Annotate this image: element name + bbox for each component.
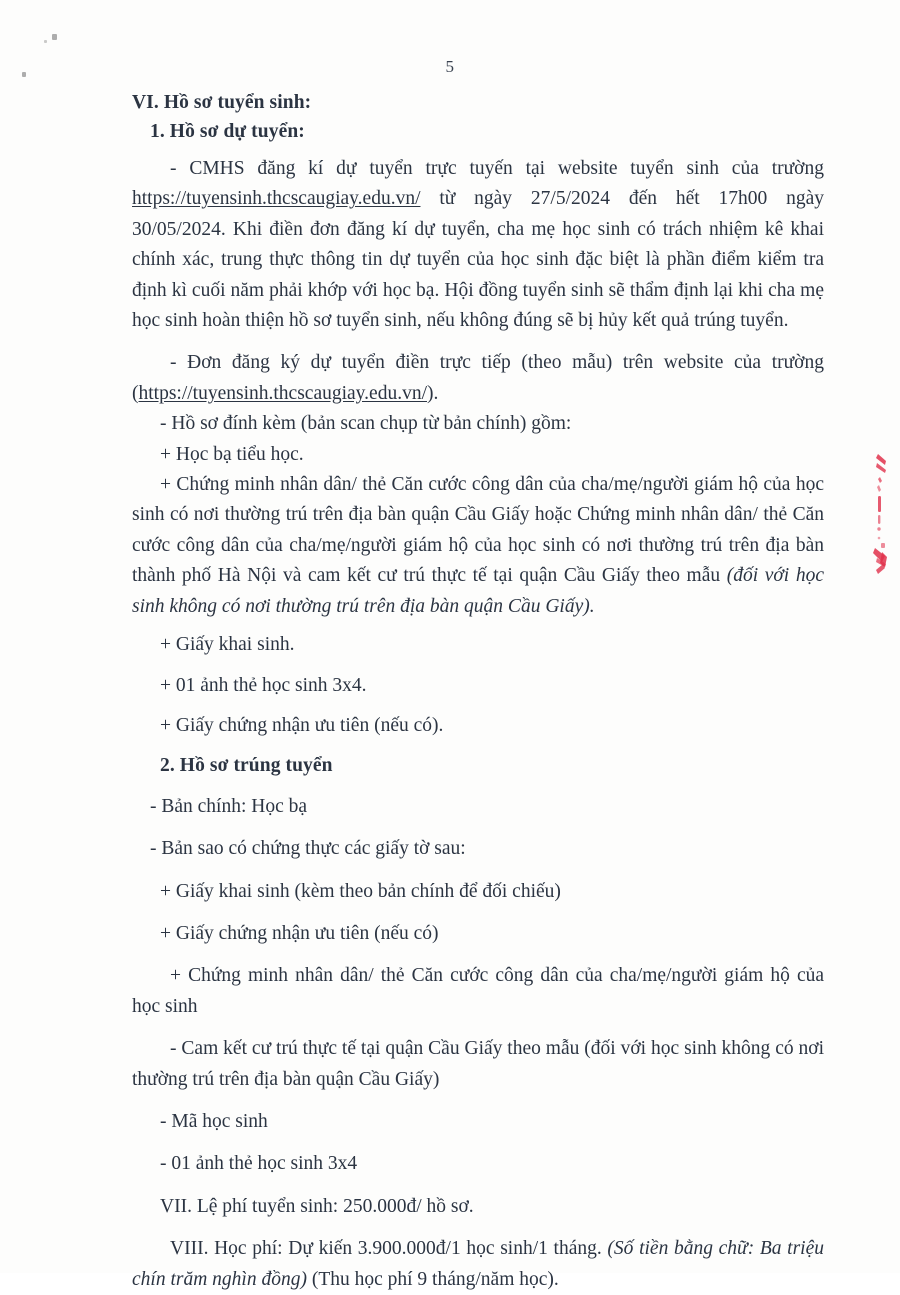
list-item-priority-copy: + Giấy chứng nhận ưu tiên (nếu có) — [160, 922, 439, 944]
heading-subsection-2: 2. Hồ sơ trúng tuyển — [160, 755, 333, 777]
red-stamp-fragment-icon — [870, 540, 892, 596]
red-stamp-fragment-icon — [866, 452, 892, 570]
text-direct-form-lead: - Đơn đăng ký dự tuyển điền trực tiếp (theo mẫu) trên website của trường ( — [132, 352, 824, 404]
list-item-birth-certificate: + Giấy khai sinh. — [160, 634, 295, 656]
paragraph-id-card-copy: + Chứng minh nhân dân/ thẻ Căn cước công dân của cha/mẹ/người giám hộ của học sinh — [132, 965, 824, 1017]
value-tuition-months: (Thu học phí 9 tháng/năm học). — [306, 1268, 559, 1290]
value-admission-fee: 250.000đ/ hồ sơ. — [338, 1195, 474, 1217]
scan-speck-icon — [52, 34, 57, 40]
text-online-registration-rest: từ ngày 27/5/2024 đến hết 17h00 ngày 30/05/2024. Khi điền đơn đăng kí dự tuyển, cha mẹ học sinh có trách nhiệm kê khai chính xác, trung thực thông tin dự tuyển của học sinh đặc biệt là phần điểm kiểm tra định kì cuối năm phải khớp với học bạ. Hội đồng tuyển sinh sẽ thẩm định lại khi cha mẹ học sinh hoàn thiện hồ sơ tuyển sinh, nếu không đúng sẽ bị hủy kết quả trúng tuyển. — [132, 188, 824, 332]
heading-subsection-1: 1. Hồ sơ dự tuyển: — [150, 121, 305, 142]
label-tuition-fee: VIII. Học phí: — [170, 1238, 283, 1260]
text-id-card-note-italic: (đối với học sinh không có nơi thường trú trên địa bàn quận Cầu Giấy). — [132, 565, 824, 617]
paragraph-id-card-main — [132, 470, 824, 622]
text-id-card-main: + Chứng minh nhân dân/ thẻ Căn cước công dân của cha/mẹ/người giám hộ của học sinh có nơi thường trú trên địa bàn quận Cầu Giấy hoặc Chứng minh nhân dân/ thẻ Căn cước công dân của cha/mẹ/người giám hộ của học sinh có nơi thường trú trên địa bàn thành phố Hà Nội và cam kết cư trú thực tế tại quận Cầu Giấy theo mẫu — [132, 474, 824, 587]
list-item-birth-certificate-copy: + Giấy khai sinh (kèm theo bản chính để đối chiếu) — [160, 880, 561, 902]
value-tuition-fee-in-words: (Số tiền bằng chữ: Ba triệu chín trăm nghìn đồng) — [132, 1238, 825, 1290]
label-admission-fee: VII. Lệ phí tuyển sinh: — [160, 1195, 339, 1217]
paragraph-section-viii — [132, 1234, 824, 1295]
list-item-photo: + 01 ảnh thẻ học sinh 3x4. — [160, 674, 367, 696]
link-registration-website[interactable]: https://tuyensinh.thcscaugiay.edu.vn/ — [132, 188, 421, 210]
heading-section-vi: VI. Hồ sơ tuyển sinh: — [132, 92, 312, 113]
page-number: 5 — [445, 57, 455, 76]
value-tuition-fee: Dự kiến 3.900.000đ/1 học sinh/1 tháng. — [282, 1238, 608, 1260]
text-direct-form-rest: ). — [426, 382, 439, 404]
list-item-certified-copies: - Bản sao có chứng thực các giấy tờ sau: — [150, 838, 466, 860]
list-item-student-code: - Mã học sinh — [160, 1110, 268, 1132]
list-item-photo-2: - 01 ảnh thẻ học sinh 3x4 — [160, 1153, 358, 1175]
list-item-attachments: - Hồ sơ đính kèm (bản scan chụp từ bản chính) gồm: — [160, 413, 572, 435]
paragraph-residence-commitment: - Cam kết cư trú thực tế tại quận Cầu Giấy theo mẫu (đối với học sinh không có nơi thường trú trên địa bàn quận Cầu Giấy) — [132, 1038, 824, 1090]
list-item-primary-record: + Học bạ tiểu học. — [160, 443, 304, 465]
link-direct-form-website[interactable]: https://tuyensinh.thcscaugiay.edu.vn/ — [138, 382, 427, 404]
paragraph-section-vii — [132, 1192, 824, 1222]
list-item-original-record: - Bản chính: Học bạ — [150, 795, 308, 817]
paragraph-online-registration — [132, 154, 824, 336]
list-item-priority: + Giấy chứng nhận ưu tiên (nếu có). — [160, 714, 444, 736]
text-online-registration-lead: - CMHS đăng kí dự tuyển trực tuyến tại website tuyển sinh của trường — [170, 158, 824, 179]
scan-speck-icon — [44, 40, 47, 43]
paragraph-direct-form — [132, 348, 824, 409]
document-body — [132, 88, 824, 1295]
